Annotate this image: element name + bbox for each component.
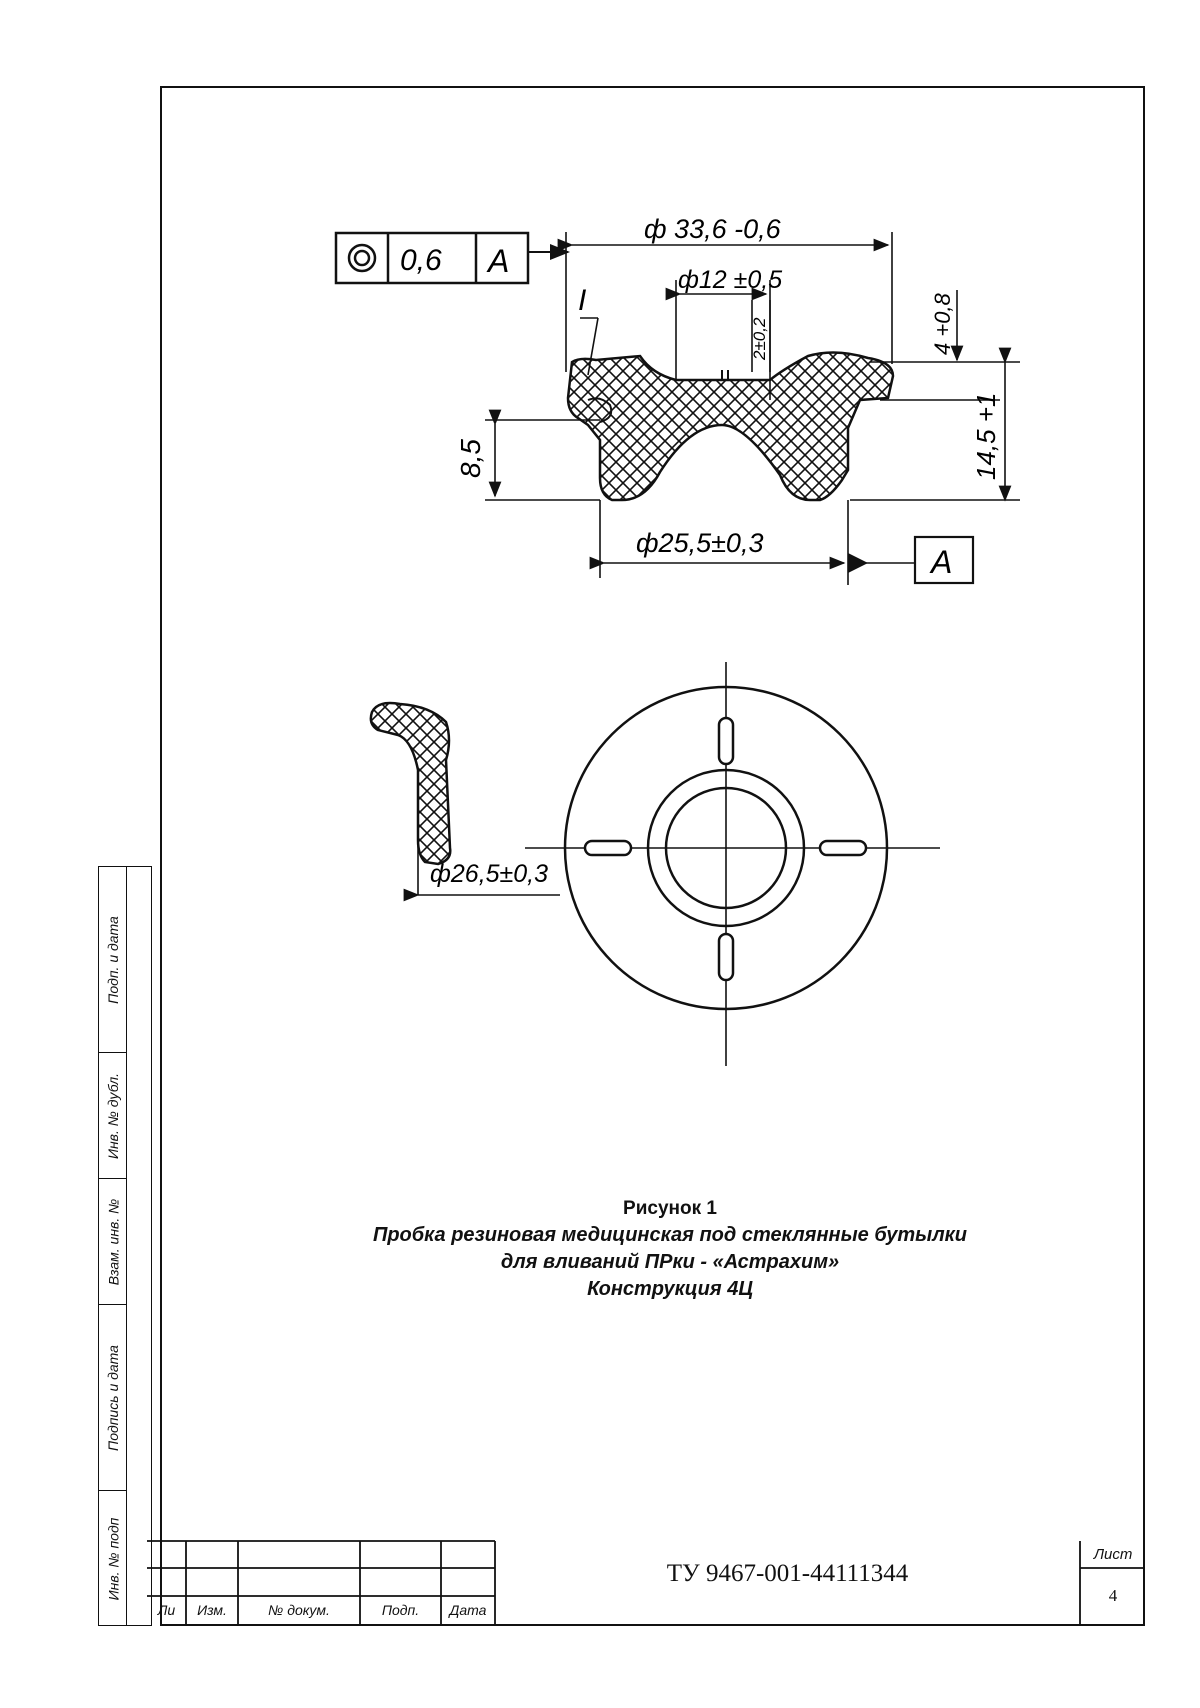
caption-subtitle: для вливаний ПРки - «Астрахим»: [500, 1251, 840, 1273]
caption-design: Конструкция 4Ц: [587, 1278, 753, 1300]
dim-detail-diameter: ф26,5±0,3: [430, 860, 549, 888]
dim-outer-diameter: ф 33,6 -0,6: [644, 214, 781, 244]
side-label-sign-date: Подп. и дата: [105, 916, 121, 1004]
caption-figure-number: Рисунок 1: [623, 1198, 717, 1219]
sheet-number: 4: [1108, 1586, 1118, 1605]
dim-flange-thickness: 4 +0,8: [930, 293, 955, 355]
col-label-sign: Подп.: [381, 1602, 420, 1618]
col-label-li: Ли: [157, 1602, 176, 1618]
col-label-date: Дата: [449, 1602, 487, 1618]
document-code: ТУ 9467-001-44111344: [666, 1560, 909, 1587]
side-label-signature-date: Подпись и дата: [105, 1345, 121, 1451]
tolerance-value: 0,6: [400, 244, 442, 277]
dim-inner-diameter: ф12 ±0,5: [678, 266, 783, 294]
datum-a-label: A: [931, 544, 953, 580]
section-mark: I: [578, 284, 587, 317]
sheet-label: Лист: [1093, 1546, 1133, 1563]
dim-height: 8,5: [455, 439, 486, 478]
col-label-izm: Изм.: [197, 1602, 227, 1618]
dim-base-diameter: ф25,5±0,3: [636, 528, 764, 558]
dim-total-height: 14,5 +1: [971, 392, 1001, 480]
col-label-doc: № докум.: [268, 1602, 330, 1618]
tolerance-datum: A: [488, 243, 510, 279]
dim-slot-depth: 2±0,2: [750, 317, 769, 360]
caption-title: Пробка резиновая медицинская под стеклянные бутылки: [372, 1224, 968, 1246]
side-label-replace-inv: Взам. инв. №: [105, 1198, 121, 1286]
side-label-dup-inv: Инв. № дубл.: [105, 1072, 122, 1160]
side-label-inv-orig: Инв. № подп: [105, 1517, 122, 1601]
